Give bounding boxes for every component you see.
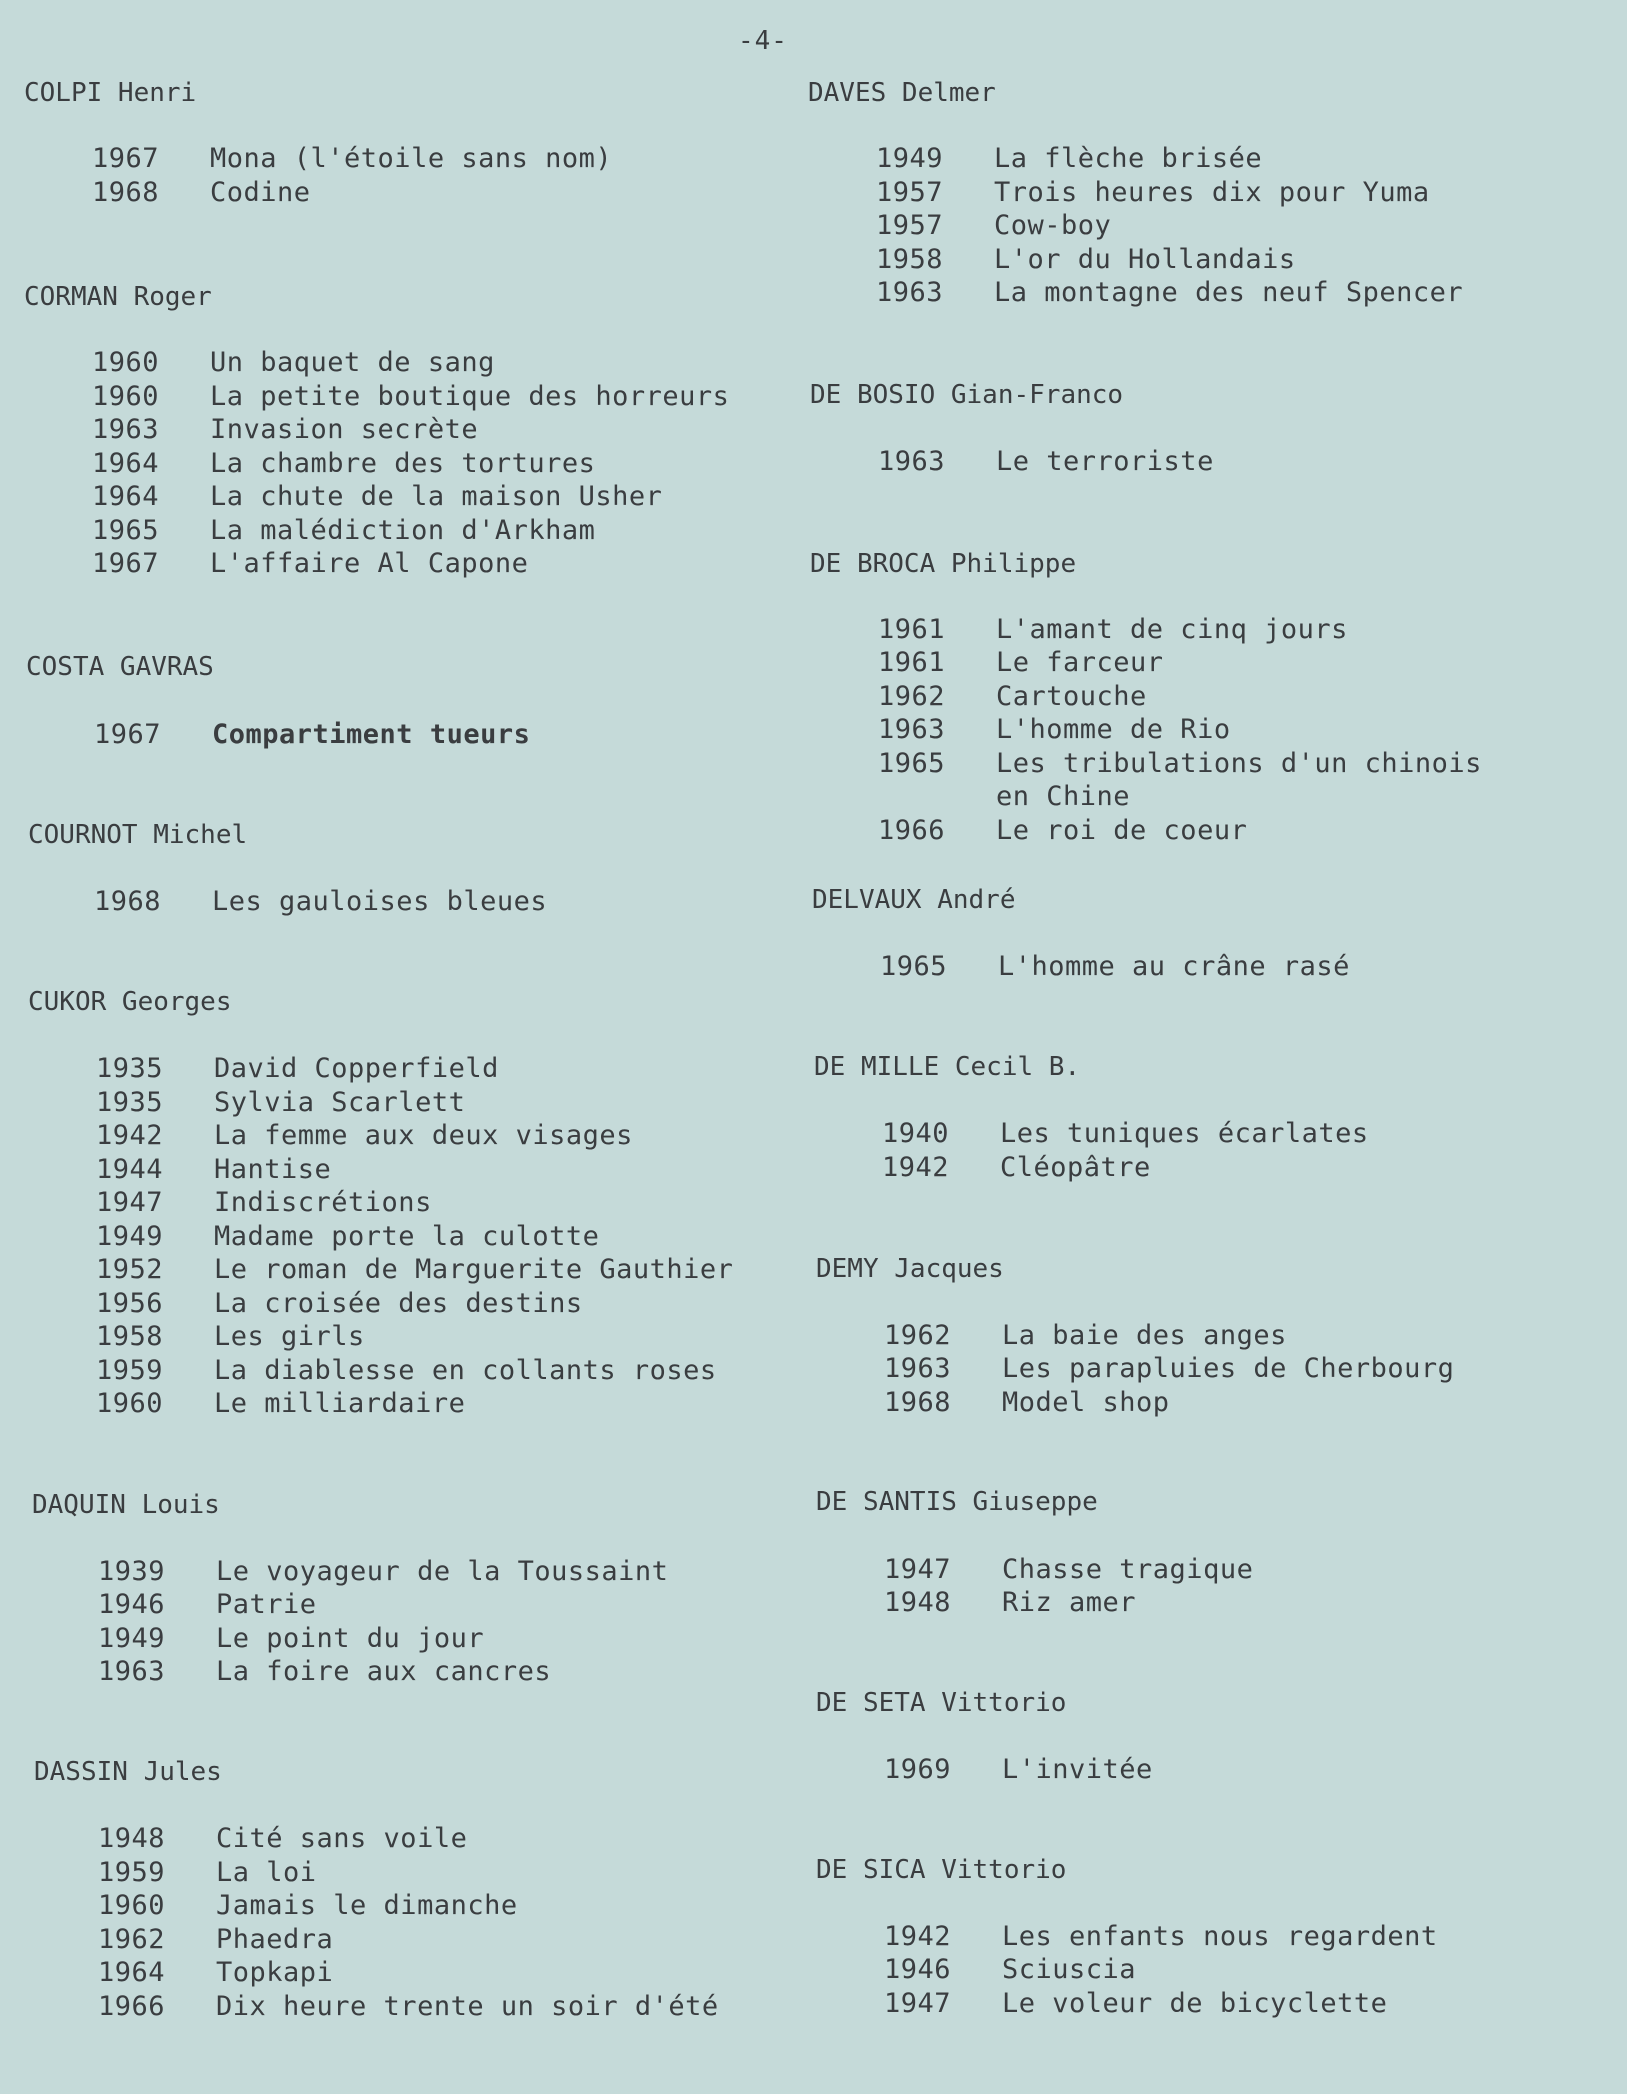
film-year: 1946 [884, 1954, 952, 1985]
film-year: 1958 [876, 244, 944, 275]
film-year: 1946 [98, 1589, 166, 1620]
film-title: L'or du Hollandais [994, 244, 1296, 275]
film-title: La loi [216, 1857, 317, 1888]
film-year: 1966 [878, 815, 946, 846]
director-corman [24, 280, 212, 314]
film-title: Les girls [214, 1321, 365, 1352]
film-year: 1935 [96, 1087, 164, 1118]
film-year: 1948 [884, 1587, 952, 1618]
film-title: en Chine [996, 781, 1131, 812]
film-title: Hantise [214, 1154, 332, 1185]
director-name: CORMAN Roger [24, 282, 212, 312]
film-year: 1957 [876, 210, 944, 241]
film-title: Les parapluies de Cherbourg [1002, 1353, 1455, 1384]
film-year: 1942 [884, 1921, 952, 1952]
director-costa-gavras [26, 650, 214, 684]
film-year: 1960 [92, 381, 160, 412]
film-title: La flèche brisée [994, 143, 1263, 174]
director-name: COURNOT Michel [28, 820, 248, 850]
film-title: Topkapi [216, 1957, 334, 1988]
film-title: Les tribulations d'un chinois [996, 748, 1482, 779]
film-title: Les tuniques écarlates [1000, 1118, 1369, 1149]
film-title: Madame porte la culotte [214, 1221, 600, 1252]
film-year: 1963 [98, 1656, 166, 1687]
film-year: 1958 [96, 1321, 164, 1352]
film-year: 1964 [92, 448, 160, 479]
film-title: Cow-boy [994, 210, 1112, 241]
film-year: 1939 [98, 1556, 166, 1587]
film-title: David Copperfield [214, 1053, 499, 1084]
film-year: 1966 [98, 1991, 166, 2022]
film-title: Invasion secrète [210, 414, 479, 445]
director-cukor [28, 985, 232, 1019]
film-year: 1947 [96, 1187, 164, 1218]
film-year: 1959 [96, 1355, 164, 1386]
film-title: Le terroriste [996, 446, 1214, 477]
film-title: Le voyageur de la Toussaint [216, 1556, 669, 1587]
film-year: 1962 [884, 1320, 952, 1351]
director-de-santis [816, 1485, 1098, 1519]
film-year: 1963 [884, 1353, 952, 1384]
film-year: 1963 [876, 277, 944, 308]
film-year: 1942 [882, 1152, 950, 1183]
film-year: 1969 [884, 1754, 952, 1785]
director-name: DE MILLE Cecil B. [814, 1052, 1081, 1082]
film-title: La foire aux cancres [216, 1656, 552, 1687]
film-title: La femme aux deux visages [214, 1120, 633, 1151]
film-year: 1968 [884, 1387, 952, 1418]
film-title: Le roman de Marguerite Gauthier [214, 1254, 734, 1285]
film-title: Cléopâtre [1000, 1152, 1151, 1183]
director-de-sica [816, 1853, 1066, 1887]
film-year: 1944 [96, 1154, 164, 1185]
film-year: 1949 [98, 1623, 166, 1654]
film-title: Riz amer [1002, 1587, 1137, 1618]
film-title: Cartouche [996, 681, 1147, 712]
film-title: Sciuscia [1002, 1954, 1137, 1985]
film-title: La chute de la maison Usher [210, 481, 663, 512]
film-year: 1962 [878, 681, 946, 712]
director-cournot [28, 818, 247, 852]
film-title: Le milliardaire [214, 1388, 466, 1419]
film-year: 1942 [96, 1120, 164, 1151]
director-daquin [32, 1488, 220, 1522]
film-title: Le point du jour [216, 1623, 485, 1654]
film-year: 1967 [94, 719, 162, 750]
film-year: 1961 [878, 614, 946, 645]
film-title: Phaedra [216, 1924, 334, 1955]
film-year: 1960 [98, 1890, 166, 1921]
film-title: La croisée des destins [214, 1288, 583, 1319]
film-year: 1935 [96, 1053, 164, 1084]
director-de-broca [810, 547, 1076, 581]
film-title: La petite boutique des horreurs [210, 381, 730, 412]
director-name: CUKOR Georges [28, 987, 232, 1017]
director-name: DE SICA Vittorio [816, 1855, 1067, 1885]
film-year: 1960 [92, 347, 160, 378]
director-dassin [34, 1755, 222, 1789]
film-year: 1968 [92, 177, 160, 208]
film-title: Mona (l'étoile sans nom) [210, 143, 613, 174]
director-de-seta [816, 1686, 1066, 1720]
film-year: 1957 [876, 177, 944, 208]
film-year: 1963 [878, 446, 946, 477]
film-title: La malédiction d'Arkham [210, 515, 596, 546]
film-title: Chasse tragique [1002, 1554, 1254, 1585]
director-name: DE SANTIS Giuseppe [816, 1487, 1098, 1517]
film-year: 1948 [98, 1823, 166, 1854]
director-name: DE SETA Vittorio [816, 1688, 1067, 1718]
film-title: L'homme de Rio [996, 714, 1231, 745]
film-year: 1962 [98, 1924, 166, 1955]
director-name: DEMY Jacques [816, 1254, 1004, 1284]
page-number: -4- [738, 26, 788, 56]
film-year: 1947 [884, 1554, 952, 1585]
film-title: L'invitée [1002, 1754, 1153, 1785]
film-title: La chambre des tortures [210, 448, 596, 479]
film-title: L'homme au crâne rasé [998, 951, 1350, 982]
director-daves [808, 76, 996, 110]
director-delvaux [812, 883, 1016, 917]
film-year: 1961 [878, 647, 946, 678]
film-title: Model shop [1002, 1387, 1170, 1418]
film-title: Compartiment tueurs [212, 719, 531, 750]
film-title: Trois heures dix pour Yuma [994, 177, 1430, 208]
film-year: 1960 [96, 1388, 164, 1419]
film-year: 1968 [94, 886, 162, 917]
film-title: Codine [210, 177, 311, 208]
film-year: 1964 [98, 1957, 166, 1988]
film-title: Le voleur de bicyclette [1002, 1988, 1388, 2019]
film-title: La baie des anges [1002, 1320, 1287, 1351]
film-title: La montagne des neuf Spencer [994, 277, 1464, 308]
film-title: Les enfants nous regardent [1002, 1921, 1438, 1952]
film-title: Patrie [216, 1589, 317, 1620]
director-name: DAQUIN Louis [32, 1490, 220, 1520]
film-title: Sylvia Scarlett [214, 1087, 466, 1118]
film-year: 1949 [96, 1221, 164, 1252]
film-year: 1956 [96, 1288, 164, 1319]
film-title: Les gauloises bleues [212, 886, 548, 917]
film-year: 1947 [884, 1988, 952, 2019]
director-name: DELVAUX André [812, 885, 1016, 915]
film-title: Indiscrétions [214, 1187, 432, 1218]
film-year: 1952 [96, 1254, 164, 1285]
director-name: DAVES Delmer [808, 78, 996, 108]
film-year: 1940 [882, 1118, 950, 1149]
director-name: COSTA GAVRAS [26, 652, 214, 682]
film-year: 1967 [92, 143, 160, 174]
film-title: Cité sans voile [216, 1823, 468, 1854]
director-name: DASSIN Jules [34, 1757, 222, 1787]
film-year: 1965 [880, 951, 948, 982]
director-name: DE BOSIO Gian-Franco [810, 380, 1124, 410]
film-title: L'amant de cinq jours [996, 614, 1348, 645]
film-year: 1949 [876, 143, 944, 174]
director-name: COLPI Henri [24, 78, 197, 108]
film-title: L'affaire Al Capone [210, 548, 529, 579]
film-year: 1965 [92, 515, 160, 546]
film-year: 1963 [878, 714, 946, 745]
film-title: La diablesse en collants roses [214, 1355, 717, 1386]
film-year: 1963 [92, 414, 160, 445]
film-year: 1965 [878, 748, 946, 779]
film-year: 1964 [92, 481, 160, 512]
film-year: 1967 [92, 548, 160, 579]
director-de-bosio [810, 378, 1123, 412]
film-title: Le farceur [996, 647, 1164, 678]
film-title: Jamais le dimanche [216, 1890, 518, 1921]
film-title: Un baquet de sang [210, 347, 495, 378]
director-colpi [24, 76, 196, 110]
film-title: Dix heure trente un soir d'été [216, 1991, 719, 2022]
director-name: DE BROCA Philippe [810, 549, 1077, 579]
director-de-mille [814, 1050, 1080, 1084]
film-year: 1959 [98, 1857, 166, 1888]
director-demy [816, 1252, 1004, 1286]
film-title: Le roi de coeur [996, 815, 1248, 846]
